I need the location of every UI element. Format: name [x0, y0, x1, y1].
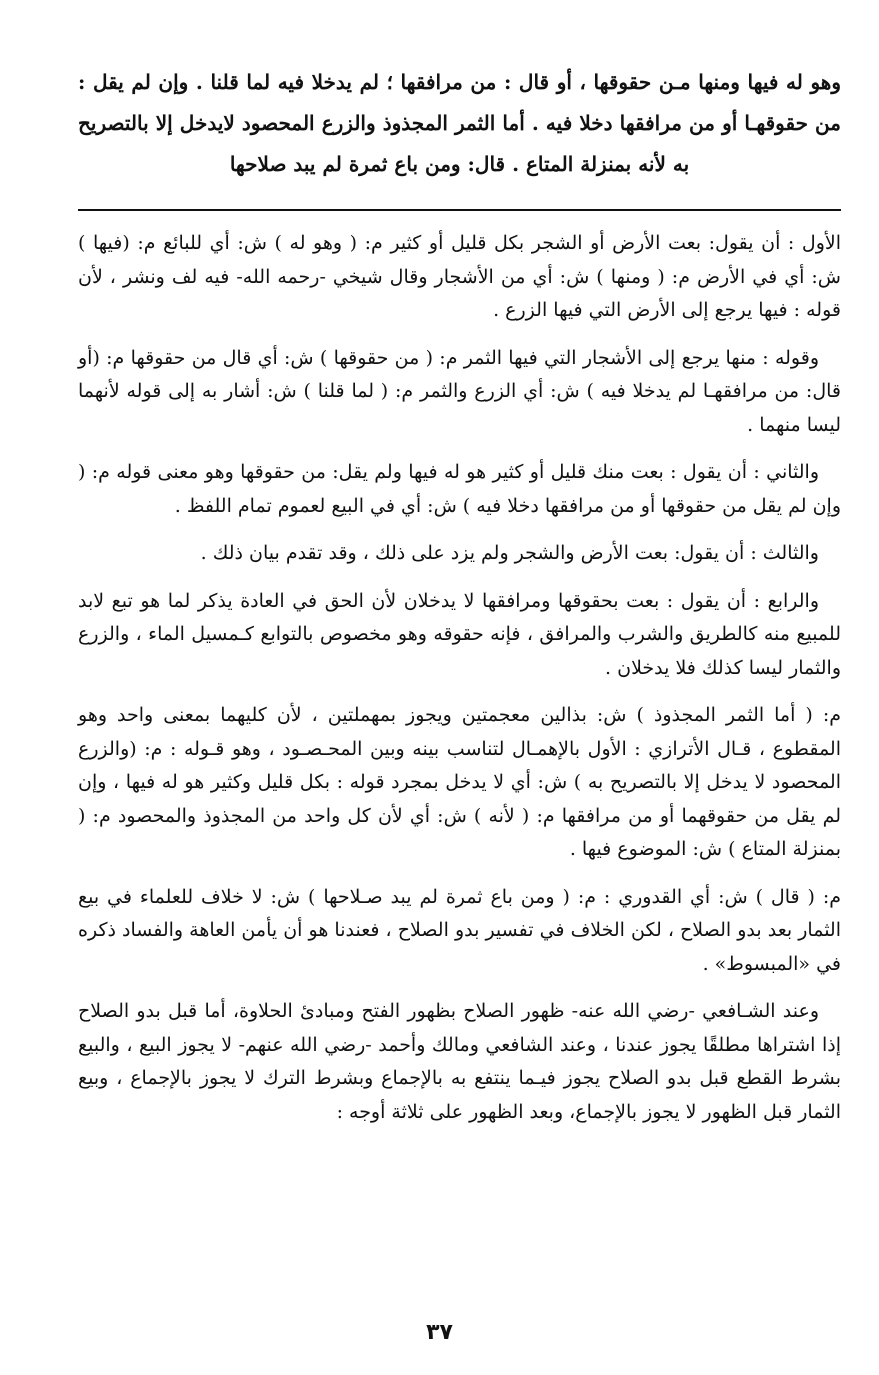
- main-text: وهو له فيها ومنها مـن حقوقها ، أو قال : من مرافقها ؛ لم يدخلا فيه لما قلنا . وإن لم يقل : من حقوقهـا أو من مرافقها دخلا فيه . أما الثمر المجذوذ والزرع المحصود لايدخل إلا بالتصريح به لأنه بمنزلة المتاع . قال: ومن باع ثمرة لم يبد صلاحها: [78, 70, 841, 176]
- commentary-paragraph-8: وعند الشـافعي -رضي الله عنه- ظهور الصلاح بظهور الفتح ومبادئ الحلاوة، أما قبل بدو الصلاح إذا اشتراها مطلقًا يجوز عندنا ، وعند الشافعي ومالك وأحمد -رضي الله عنهم- لا يجوز البيع ، والبيع بشرط القطع قبل بدو الصلاح يجوز فيـما ينتفع به بالإجماع وبشرط الترك لا يجوز بالإجماع ، وبيع الثمار قبل الظهور لا يجوز بالإجماع، وبعد الظهور على ثلاثة أوجه :: [78, 1000, 841, 1123]
- commentary-paragraph-5: والرابع : أن يقول : بعت بحقوقها ومرافقها لا يدخلان لأن الحق في العادة يذكر لما هو تبع لابد للمبيع منه كالطريق والشرب والمرافق ، فإنه حقوقه وهو مخصوص بالتوابع كـمسيل الماء ، والزرع والثمار ليسا كذلك فلا يدخلان .: [78, 589, 841, 679]
- commentary-paragraph-2: وقوله : منها يرجع إلى الأشجار التي فيها الثمر م: ( من حقوقها ) ش: أي قال من حقوقها م: (أو قال: من مرافقهـا لم يدخلا فيه ) ش: أي الزرع والثمر م: ( لما قلنا ) ش: أشار به إلى قوله لأنهما ليسا منهما .: [78, 346, 841, 436]
- page-content: [78, 62, 841, 1143]
- commentary-paragraph-4: والثالث : أن يقول: بعت الأرض والشجر ولم يزد على ذلك ، وقد تقدم بيان ذلك .: [200, 542, 819, 564]
- page-number: ٣٧: [426, 1320, 453, 1345]
- commentary-paragraph-6: م: ( أما الثمر المجذوذ ) ش: بذالين معجمتين ويجوز بمهملتين ، لأن كليهما بمعنى واحد وهو المقطوع ، قـال الأترازي : الأول بالإهمـال لتناسب بينه وبين المحـصـود ، وهو قـوله : م: (والزرع المحصود لا يدخل إلا بالتصريح به ) ش: أي لا يدخل بمجرد قوله : بكل قليل وكثير هو له فيها ، وإن لم يقل من حقوقهما أو من مرافقها م: ( لأنه ) ش: أي لأن كل واحد من المجذوذ والمحصود م: ( بمنزلة المتاع ) ش: الموضوع فيها .: [78, 704, 841, 860]
- commentary: [78, 227, 841, 1129]
- commentary-paragraph-1: الأول : أن يقول: بعت الأرض أو الشجر بكل قليل أو كثير م: ( وهو له ) ش: أي للبائع م: (فيها ) ش: أي في الأرض م: ( ومنها ) ش: أي من الأشجار وقال شيخي -رحمه الله- فيه لف ونشر ، لأن قوله : فيها يرجع إلى الأرض التي فيها الزرع .: [78, 232, 841, 321]
- commentary-paragraph-3: والثاني : أن يقول : بعت منك قليل أو كثير هو له فيها ولم يقل: من حقوقها وهو معنى قوله م: ( وإن لم يقل من حقوقها أو من مرافقها دخلا فيه ) ش: أي في البيع لعموم تمام اللفظ .: [78, 461, 841, 517]
- commentary-paragraph-7: م: ( قال ) ش: أي القدوري : م: ( ومن باع ثمرة لم يبد صـلاحها ) ش: لا خلاف للعلماء في بيع الثمار بعد بدو الصلاح ، لكن الخلاف في تفسير بدو الصلاح ، فعندنا هو أن يأمن العاهة والفساد ذكره في «المبسوط» .: [78, 885, 841, 975]
- divider-line: [78, 209, 841, 211]
